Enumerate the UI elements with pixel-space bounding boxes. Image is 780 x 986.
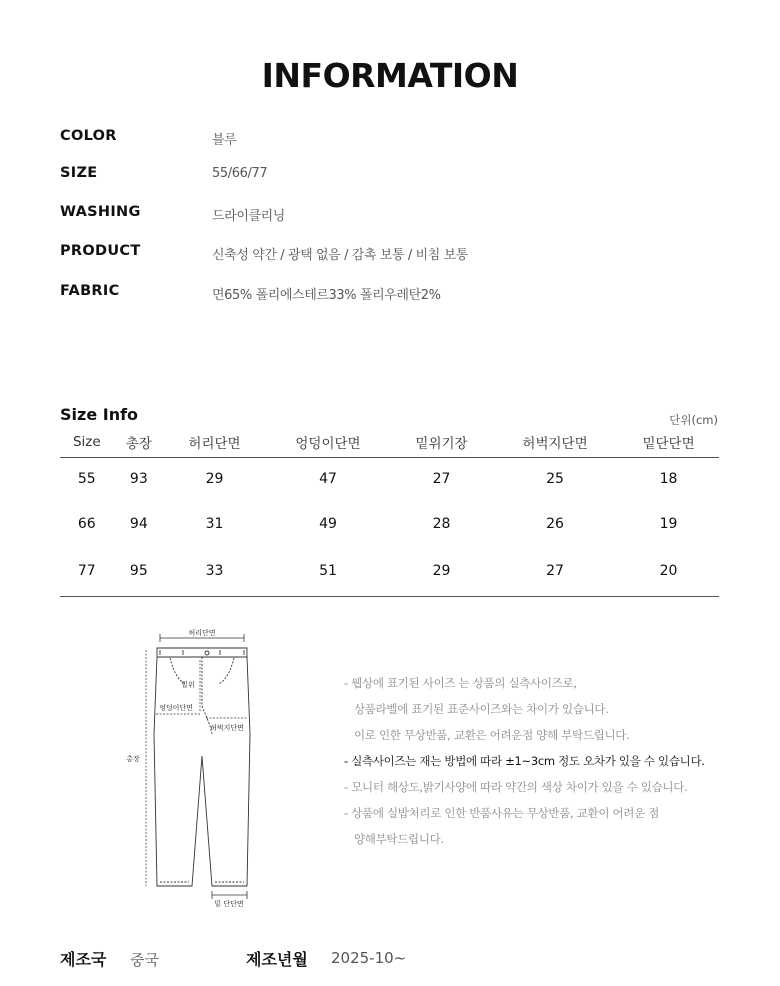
- table-cell: 31: [205, 515, 224, 532]
- origin-value: 중국: [130, 951, 159, 969]
- info-key: COLOR: [60, 128, 117, 144]
- note-line: - 상품에 실밥처리로 인한 반품사유는 무상반품, 교환이 어려운 점: [344, 806, 660, 820]
- hip-label: 엉덩이단면: [159, 704, 193, 712]
- column-header: 허리단면: [164, 428, 265, 457]
- waist-label: 허리단면: [188, 629, 216, 637]
- table-cell: 20: [618, 547, 719, 596]
- info-row-color: [60, 128, 720, 152]
- note-line: 상품라벨에 표기된 표준사이즈와는 차이가 있습니다.: [354, 702, 609, 716]
- size-notes: [344, 674, 764, 856]
- table-cell: 26: [546, 515, 564, 532]
- info-value: 55/66/77: [212, 166, 268, 181]
- note-line: - 모니터 해상도,밝기사양에 따라 약간의 색상 차이가 있을 수 있습니다.: [344, 780, 688, 794]
- unit-label: 단위(cm): [669, 413, 718, 427]
- size-info-title: Size Info: [60, 405, 139, 424]
- table-cell: 27: [492, 547, 618, 596]
- info-row-washing: [60, 204, 720, 228]
- table-row: [60, 500, 719, 547]
- table-cell: 77: [60, 547, 114, 596]
- table-cell: 27: [432, 470, 451, 487]
- table-cell: 29: [205, 470, 224, 487]
- column-header: 허벅지단면: [492, 428, 618, 457]
- hem-dimension-line: [212, 891, 247, 899]
- info-value: 블루: [212, 133, 237, 148]
- table-header-row: [60, 428, 719, 457]
- thigh-label: 허벅지단면: [210, 724, 244, 732]
- origin-label: 제조국: [60, 950, 107, 969]
- table-cell: 18: [659, 470, 678, 487]
- table-cell: 49: [319, 515, 337, 532]
- table-cell: 19: [659, 515, 678, 532]
- info-value: 드라이클리닝: [212, 209, 285, 224]
- info-key: SIZE: [60, 165, 98, 181]
- table-cell: 55: [77, 470, 96, 487]
- note-line: - 실측사이즈는 재는 방법에 따라 ±1~3cm 정도 오차가 있을 수 있습니다.: [344, 754, 705, 768]
- column-header: 밑위기장: [391, 428, 492, 457]
- table-cell: 93: [129, 470, 148, 487]
- date-value: 2025-10~: [331, 949, 407, 967]
- table-row: [60, 457, 719, 500]
- note-line: - 웹상에 표기된 사이즈 는 상품의 실측사이즈로,: [344, 676, 577, 690]
- manufacture-info: [60, 947, 720, 971]
- info-value: 신축성 약간 / 광택 없음 / 감촉 보통 / 비침 보통: [212, 248, 468, 263]
- length-label: 총장: [126, 755, 140, 763]
- table-cell: 95: [114, 547, 164, 596]
- info-value: 면65% 폴리에스테르33% 폴리우레탄2%: [212, 288, 441, 303]
- info-key: PRODUCT: [60, 243, 141, 259]
- table-cell: 29: [391, 547, 492, 596]
- info-row-product: [60, 243, 720, 267]
- column-header: 밑단단면: [618, 428, 719, 457]
- table-cell: 25: [546, 470, 564, 487]
- pants-measurement-diagram: [120, 624, 280, 914]
- hem-label: 밑 단단면: [214, 900, 244, 908]
- table-cell: 28: [432, 515, 451, 532]
- date-label: 제조년월: [246, 950, 308, 969]
- column-header: Size: [60, 428, 114, 457]
- table-cell: 94: [129, 515, 148, 532]
- info-key: FABRIC: [60, 283, 120, 299]
- rise-label: 밑위: [181, 681, 195, 689]
- table-row: [60, 547, 719, 596]
- table-cell: 66: [77, 515, 96, 532]
- note-line: 양해부탁드립니다.: [354, 832, 444, 846]
- info-key: WASHING: [60, 204, 141, 220]
- pants-outline: [154, 648, 250, 886]
- table-cell: 33: [164, 547, 265, 596]
- note-line: 이로 인한 무상반품, 교환은 어려운점 양해 부탁드립니다.: [354, 728, 630, 742]
- column-header: 엉덩이단면: [265, 428, 391, 457]
- info-row-fabric: [60, 283, 720, 307]
- column-header: 총장: [114, 428, 164, 457]
- info-row-size: [60, 165, 720, 189]
- page-title: INFORMATION: [261, 56, 519, 95]
- table-cell: 51: [265, 547, 391, 596]
- table-cell: 47: [319, 470, 337, 487]
- size-table: [60, 428, 719, 597]
